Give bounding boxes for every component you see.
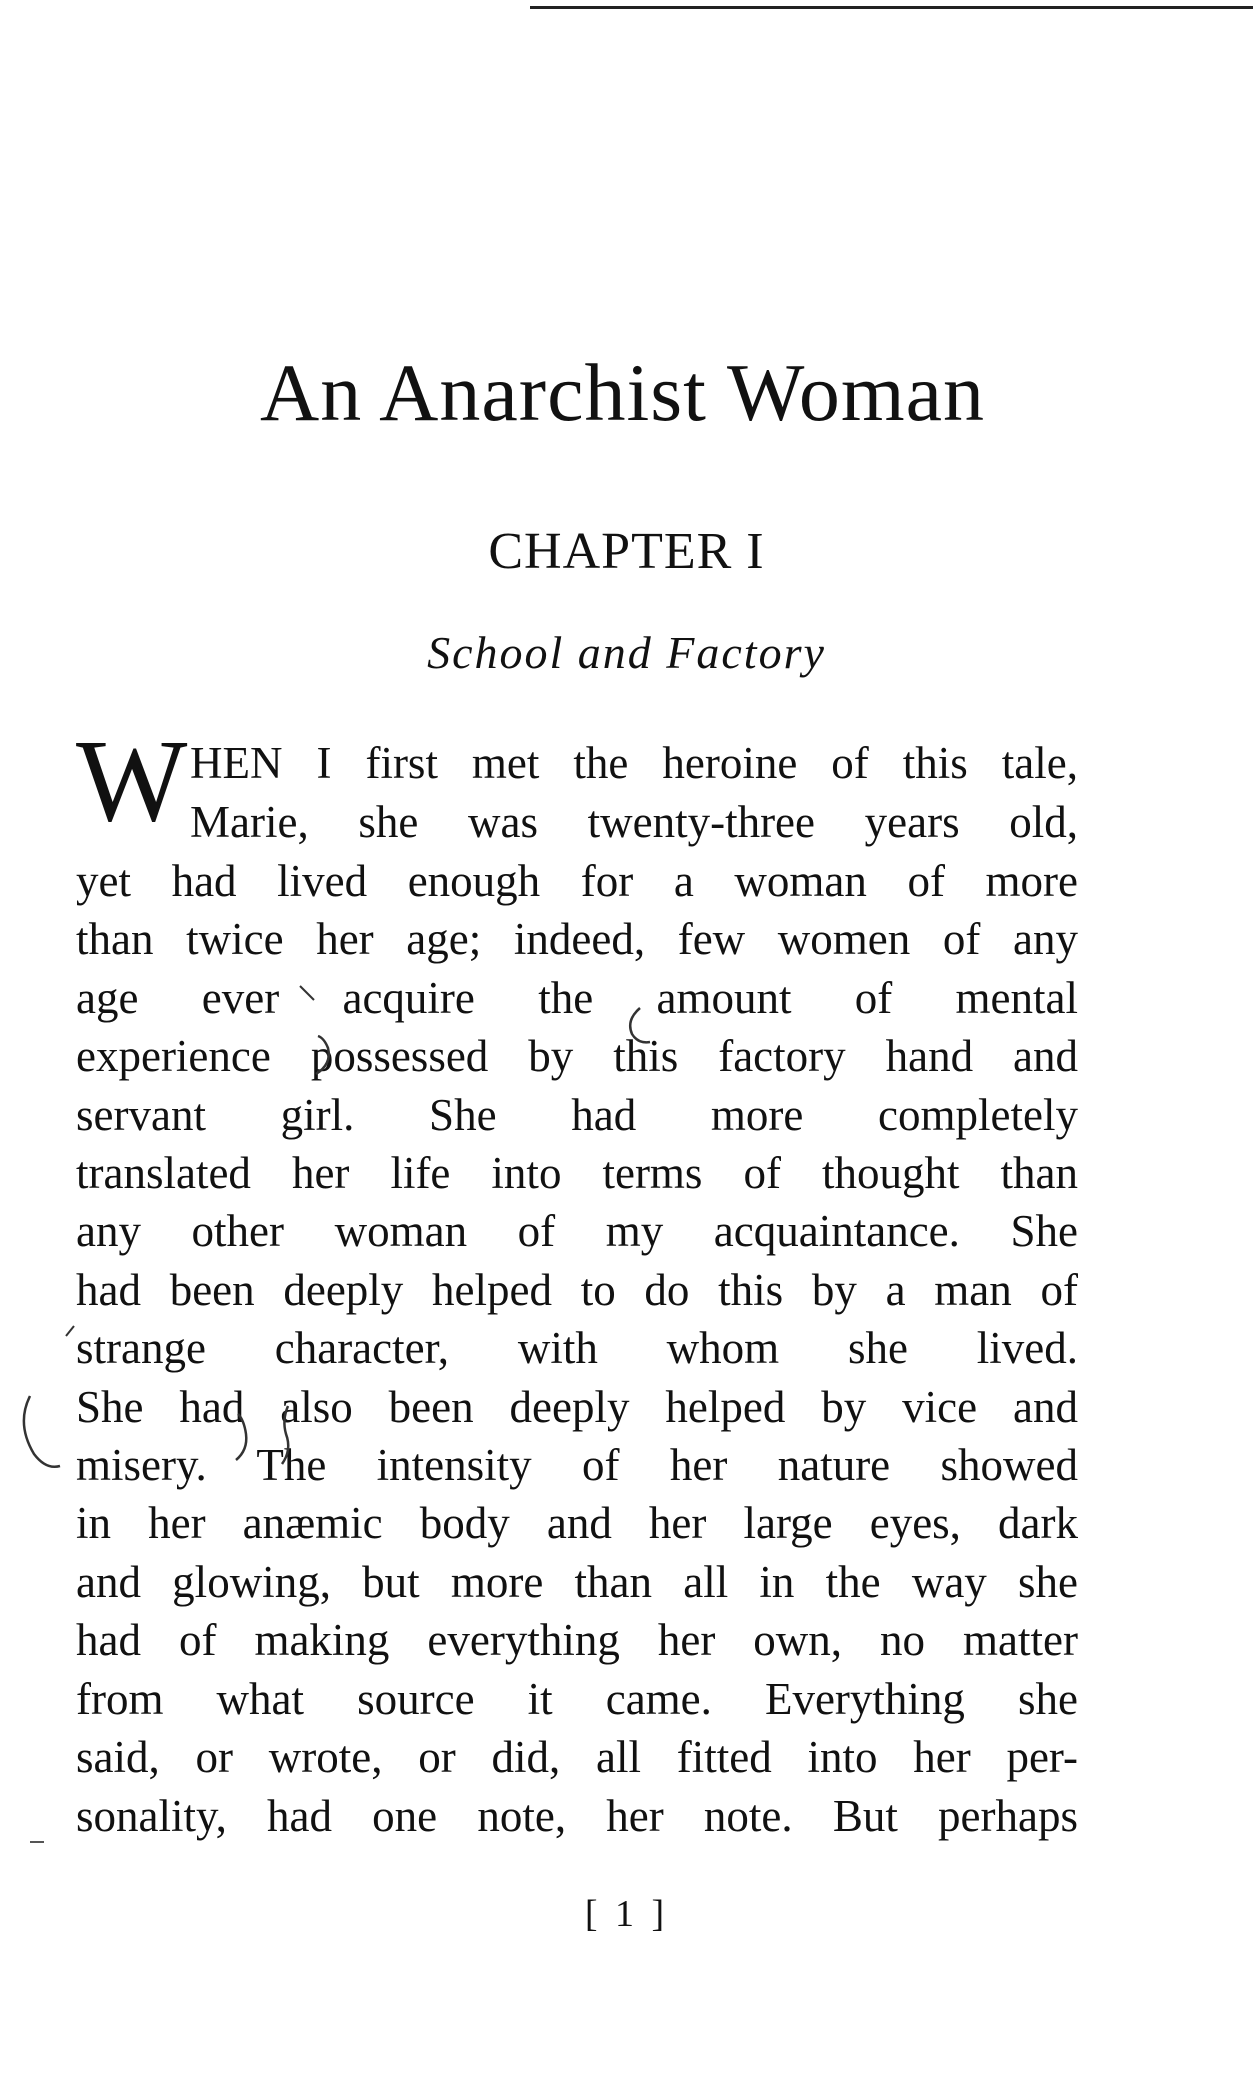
text-line: HEN I first met the heroine of this tale, [190, 738, 1078, 788]
text-line: from what source it came. Everything she [76, 1673, 1078, 1724]
text-line: age ever acquire the amount of mental [76, 972, 1078, 1023]
tick-mark-icon [66, 1326, 74, 1336]
drop-cap: W [76, 715, 186, 846]
chapter-subtitle: School and Factory [427, 627, 826, 678]
text-line: yet had lived enough for a woman of more [76, 856, 1078, 906]
text-line: had been deeply helped to do this by a man of [76, 1264, 1078, 1315]
text-line: strange character, with whom she lived. [76, 1323, 1078, 1374]
text-line: experience possessed by this factory hand and [76, 1031, 1078, 1082]
page-number: [ 1 ] [584, 1893, 669, 1935]
text-line: sonality, had one note, her note. But perhaps [76, 1790, 1078, 1841]
chapter-heading: CHAPTER I [488, 523, 765, 580]
opening-lines [190, 734, 1078, 852]
text-line: and glowing, but more than all in the way she [76, 1556, 1078, 1607]
text-line: Marie, she was twenty-three years old, [190, 797, 1078, 847]
text-line: said, or wrote, or did, all fitted into her per- [76, 1732, 1078, 1783]
text-line: servant girl. She had more completely [76, 1089, 1078, 1140]
bracket-mark-icon [24, 1396, 60, 1467]
text-line: any other woman of my acquaintance. She [76, 1206, 1078, 1257]
book-title: An Anarchist Woman [259, 347, 985, 438]
top-rule [530, 6, 1253, 9]
text-line: in her anæmic body and her large eyes, dark [76, 1498, 1078, 1549]
text-line: translated her life into terms of thought than [76, 1148, 1078, 1199]
text-line: misery. The intensity of her nature showed [76, 1440, 1078, 1491]
text-line: had of making everything her own, no matter [76, 1615, 1078, 1666]
text-line: She had also been deeply helped by vice and [76, 1381, 1078, 1432]
text-line: than twice her age; indeed, few women of any [76, 914, 1078, 965]
body-paragraph [76, 852, 1078, 1845]
